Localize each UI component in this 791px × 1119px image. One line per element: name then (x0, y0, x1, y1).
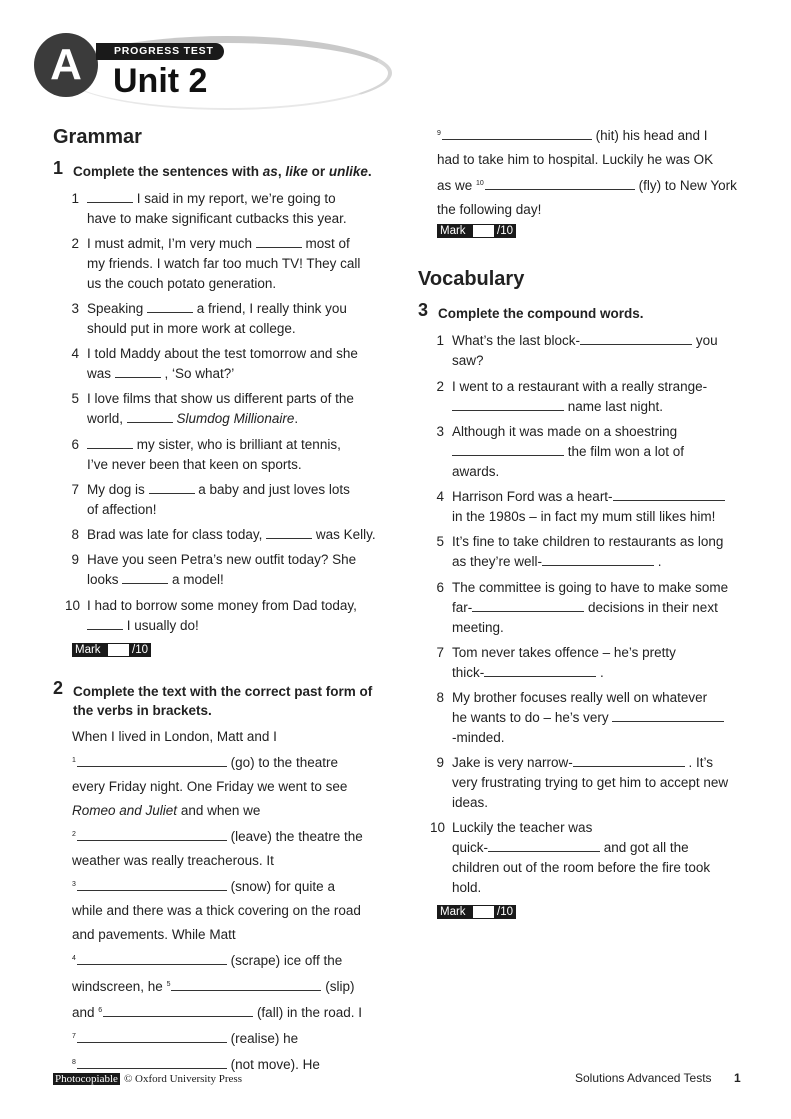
ex3-item-2: 2 I went to a restaurant with a really strange- name last night. (436, 379, 708, 414)
ex3-item-4: 4 Harrison Ford was a heart- in the 1980s – in fact my mum still likes him! (430, 487, 750, 527)
ex3-mark-box: Mark /10 (437, 905, 516, 919)
answer-blank[interactable] (77, 1067, 227, 1069)
score-entry[interactable] (473, 224, 494, 238)
ex1-item-2: 2 I must admit, I’m very much most of my friends. I watch far too much TV! They call us the couch potato generation. (71, 236, 361, 291)
score-entry[interactable] (108, 643, 129, 657)
answer-blank[interactable] (442, 138, 592, 140)
page-number: 1 (734, 1071, 741, 1085)
answer-blank[interactable] (87, 628, 123, 630)
ex1-item-10: 10 I had to borrow some money from Dad today, I usually do! (65, 598, 357, 633)
ex1-item-5: 5 I love films that show us different parts of the world, Slumdog Millionaire. (71, 391, 354, 426)
ex1-item-6: 6 my sister, who is brilliant at tennis, I’ve never been that keen on sports. (71, 437, 341, 472)
answer-blank[interactable] (77, 839, 227, 841)
ex1-item-8: 8 Brad was late for class today, was Kelly. (71, 527, 376, 542)
answer-blank[interactable] (484, 675, 596, 677)
answer-blank[interactable] (485, 188, 635, 190)
answer-blank[interactable] (542, 564, 654, 566)
answer-blank[interactable] (256, 246, 302, 248)
answer-blank[interactable] (77, 1041, 227, 1043)
ex1-mark-box: Mark /10 (72, 643, 151, 657)
answer-blank[interactable] (452, 454, 564, 456)
ex3-item-8: 8 My brother focuses really well on whatever he wants to do – he’s very -minded. (430, 688, 750, 748)
ex1-item-1: 1 I said in my report, we’re going to have to make significant cutbacks this year. (71, 191, 347, 226)
progress-test-label: PROGRESS TEST (96, 43, 224, 60)
page-title: Unit 2 (113, 62, 208, 100)
exercise-3-heading: 3 Complete the compound words. (418, 300, 644, 321)
answer-blank[interactable] (472, 610, 584, 612)
ex3-item-6: 6 The committee is going to have to make some far- decisions in their next meeting. (436, 580, 729, 635)
ex2-text-left: When I lived in London, Matt and I $^1$ (go) to the theatre every Friday night. One Friday we went to see Romeo and Juliet and when we $^2$ (leave) the theatre the weather was really treacherous. It $^3$ (snow) for quite a while and there was a thick covering on the road and pavements. While Matt $^4$ (scrape) ice off the windscreen, he $^5$ (slip) and $^6$ (fall) in the road. I $^7$ (realise) he $^8$ (not move). He (72, 729, 363, 1072)
answer-blank[interactable] (122, 582, 168, 584)
ex3-item-7: 7 Tom never takes offence – he’s pretty thick- . (436, 645, 676, 680)
answer-blank[interactable] (580, 343, 692, 345)
book-title: Solutions Advanced Tests (575, 1071, 712, 1085)
photocopiable-label: Photocopiable (55, 1073, 118, 1085)
answer-blank[interactable] (103, 1015, 253, 1017)
answer-blank[interactable] (149, 492, 195, 494)
grammar-heading: Grammar (53, 126, 142, 148)
answer-blank[interactable] (77, 963, 227, 965)
ex2-text-right: $^9$ (hit) his head and I had to take him to hospital. Luckily he was OK as we $^{10}$ (fly) to New York the following day! (437, 128, 737, 217)
exercise-2-heading: 2 Complete the text with the correct past form of the verbs in brackets. (53, 678, 373, 718)
ex1-item-7: 7 My dog is a baby and just loves lots of affection! (71, 482, 350, 517)
answer-blank[interactable] (115, 376, 161, 378)
answer-blank[interactable] (87, 447, 133, 449)
vocabulary-heading: Vocabulary (418, 268, 525, 290)
answer-blank[interactable] (452, 409, 564, 411)
answer-blank[interactable] (488, 850, 600, 852)
answer-blank[interactable] (87, 201, 133, 203)
ex3-item-5: 5 It’s fine to take children to restaurants as long as they’re well- . (436, 534, 724, 569)
answer-blank[interactable] (171, 989, 321, 991)
answer-blank[interactable] (613, 499, 725, 501)
answer-blank[interactable] (127, 421, 173, 423)
ex1-item-9: 9 Have you seen Petra’s new outfit today? She looks a model! (71, 552, 357, 587)
ex2-mark-box: Mark /10 (437, 224, 516, 238)
answer-blank[interactable] (573, 765, 685, 767)
ex1-item-4: 4 I told Maddy about the test tomorrow and she was , ‘So what?’ (71, 346, 358, 381)
publisher: © Oxford University Press (123, 1073, 242, 1085)
answer-blank[interactable] (612, 720, 724, 722)
answer-blank[interactable] (77, 889, 227, 891)
ex3-item-1: 1 What’s the last block- you saw? (436, 333, 718, 368)
answer-blank[interactable] (266, 537, 312, 539)
ex3-item-10: 10 Luckily the teacher was quick- and got all the children out of the room before the fire took hold. (430, 820, 711, 895)
footer-copyright (53, 1073, 242, 1085)
answer-blank[interactable] (147, 311, 193, 313)
exercise-1-heading: 1 Complete the sentences with as, like or unlike. (53, 158, 372, 179)
score-entry[interactable] (473, 905, 494, 919)
ex3-item-3: 3 Although it was made on a shoestring the film won a lot of awards. (436, 424, 685, 479)
ex3-item-9: 9 Jake is very narrow- . It’s very frustrating trying to get him to accept new ideas. (436, 755, 729, 810)
answer-blank[interactable] (77, 765, 227, 767)
unit-badge: A (34, 33, 98, 97)
ex1-item-3: 3 Speaking a friend, I really think you should put in more work at college. (71, 301, 347, 336)
